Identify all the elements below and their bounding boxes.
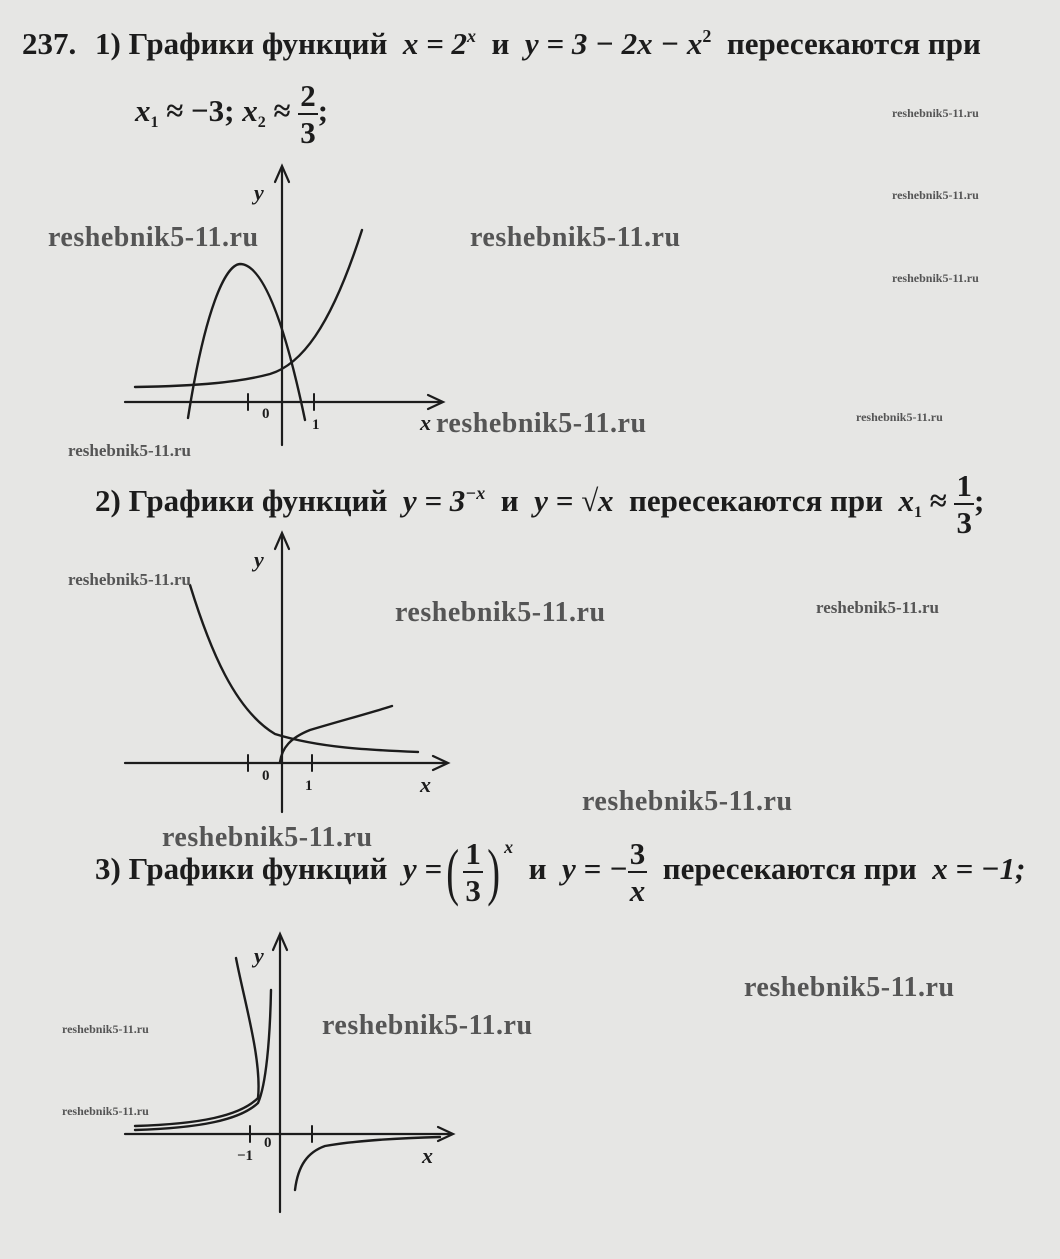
watermark: reshebnik5-11.ru bbox=[162, 822, 373, 853]
watermark: reshebnik5-11.ru bbox=[816, 598, 939, 617]
watermark: reshebnik5-11.ru bbox=[470, 222, 681, 253]
watermark: reshebnik5-11.ru bbox=[892, 106, 979, 120]
part-3-conj: и bbox=[528, 851, 547, 887]
part-1-fraction: $\frac{2}{3}$ bbox=[300, 78, 316, 150]
part-2-heading: 2) Графики функций $y = 3^{-x}$ и y = √x пересекаются при $x_1$ ≈ $\frac{1}{3}$ ; bbox=[95, 468, 985, 540]
graph-1-y-label: y bbox=[254, 180, 264, 205]
part-1-func-2-exp: 2 bbox=[702, 26, 712, 46]
part-2-func-1-exp: −x bbox=[465, 483, 486, 504]
part-3-heading: 3) Графики функций y =( $\frac{1}{3}$ ) $^x$ и y = − $\frac{3}{x}$ пересекаются при x = −1; bbox=[95, 836, 1026, 908]
part-3-func-1: y = bbox=[402, 851, 443, 887]
part-1-func-1-exp: x bbox=[467, 26, 477, 46]
graph-2-x-label: x bbox=[420, 772, 431, 797]
graph-1-x-label: x bbox=[420, 410, 431, 435]
watermark: reshebnik5-11.ru bbox=[582, 786, 793, 817]
part-1-conj: и bbox=[491, 26, 510, 61]
part-3-fraction-1: $\frac{1}{3}$ bbox=[465, 836, 481, 908]
part-2-fraction: $\frac{1}{3}$ bbox=[956, 468, 972, 540]
part-2-label: 2) Графики функций bbox=[95, 483, 388, 519]
watermark: reshebnik5-11.ru bbox=[892, 188, 979, 202]
part-1-tail: пересекаются при bbox=[726, 26, 981, 61]
part-1-solution: $x_1 \approx -3$; $x_2$ ≈ $\frac{2}{3}$ ; bbox=[135, 78, 329, 150]
watermark: reshebnik5-11.ru bbox=[68, 570, 191, 589]
graph-3-tick-label-minus1: −1 bbox=[237, 1148, 254, 1164]
watermark: reshebnik5-11.ru bbox=[62, 1022, 149, 1036]
part-1-label: 1) Графики функций bbox=[95, 26, 388, 61]
graph-1-tick-label-0: 0 bbox=[262, 406, 270, 422]
part-2-conj: и bbox=[500, 483, 519, 519]
graph-3-curve-hyperbola-right bbox=[295, 1137, 440, 1190]
graph-2-y-label: y bbox=[254, 547, 264, 572]
watermark: reshebnik5-11.ru bbox=[68, 441, 191, 460]
part-3-tail: пересекаются при bbox=[662, 851, 917, 887]
part-3-func-1-exp: x bbox=[504, 837, 514, 858]
watermark: reshebnik5-11.ru bbox=[395, 597, 606, 628]
part-3-label: 3) Графики функций bbox=[95, 851, 388, 887]
graph-3-x-label: x bbox=[422, 1143, 433, 1168]
part-1-func-1: x = 2 bbox=[402, 26, 468, 61]
watermark: reshebnik5-11.ru bbox=[856, 410, 943, 424]
graph-2-tick-label-1: 1 bbox=[305, 778, 313, 794]
problem-number: 237. bbox=[22, 26, 77, 61]
part-2-func-1: y = 3 bbox=[402, 483, 466, 519]
watermark: reshebnik5-11.ru bbox=[48, 222, 259, 253]
graph-1-tick-label-1: 1 bbox=[312, 417, 320, 433]
graph-3-curve-exponential bbox=[135, 958, 259, 1126]
graph-3-y-label: y bbox=[254, 943, 264, 968]
part-2-func-2: y = √x bbox=[534, 483, 614, 519]
part-1-func-2: y = 3 − 2x − x bbox=[524, 26, 703, 61]
graph-2-tick-label-0: 0 bbox=[262, 768, 270, 784]
part-3-solution: x = −1; bbox=[932, 851, 1026, 887]
graph-3-curve-hyperbola-left bbox=[135, 990, 271, 1130]
watermark: reshebnik5-11.ru bbox=[62, 1104, 149, 1118]
part-3-fraction-2: $\frac{3}{x}$ bbox=[629, 836, 646, 908]
watermark: reshebnik5-11.ru bbox=[744, 972, 955, 1003]
part-2-tail: пересекаются при bbox=[629, 483, 883, 519]
watermark: reshebnik5-11.ru bbox=[892, 271, 979, 285]
watermark: reshebnik5-11.ru bbox=[322, 1010, 533, 1041]
graph-3-tick-label-0: 0 bbox=[264, 1135, 272, 1151]
watermark: reshebnik5-11.ru bbox=[436, 408, 647, 439]
part-3-func-2: y = − bbox=[562, 851, 628, 887]
